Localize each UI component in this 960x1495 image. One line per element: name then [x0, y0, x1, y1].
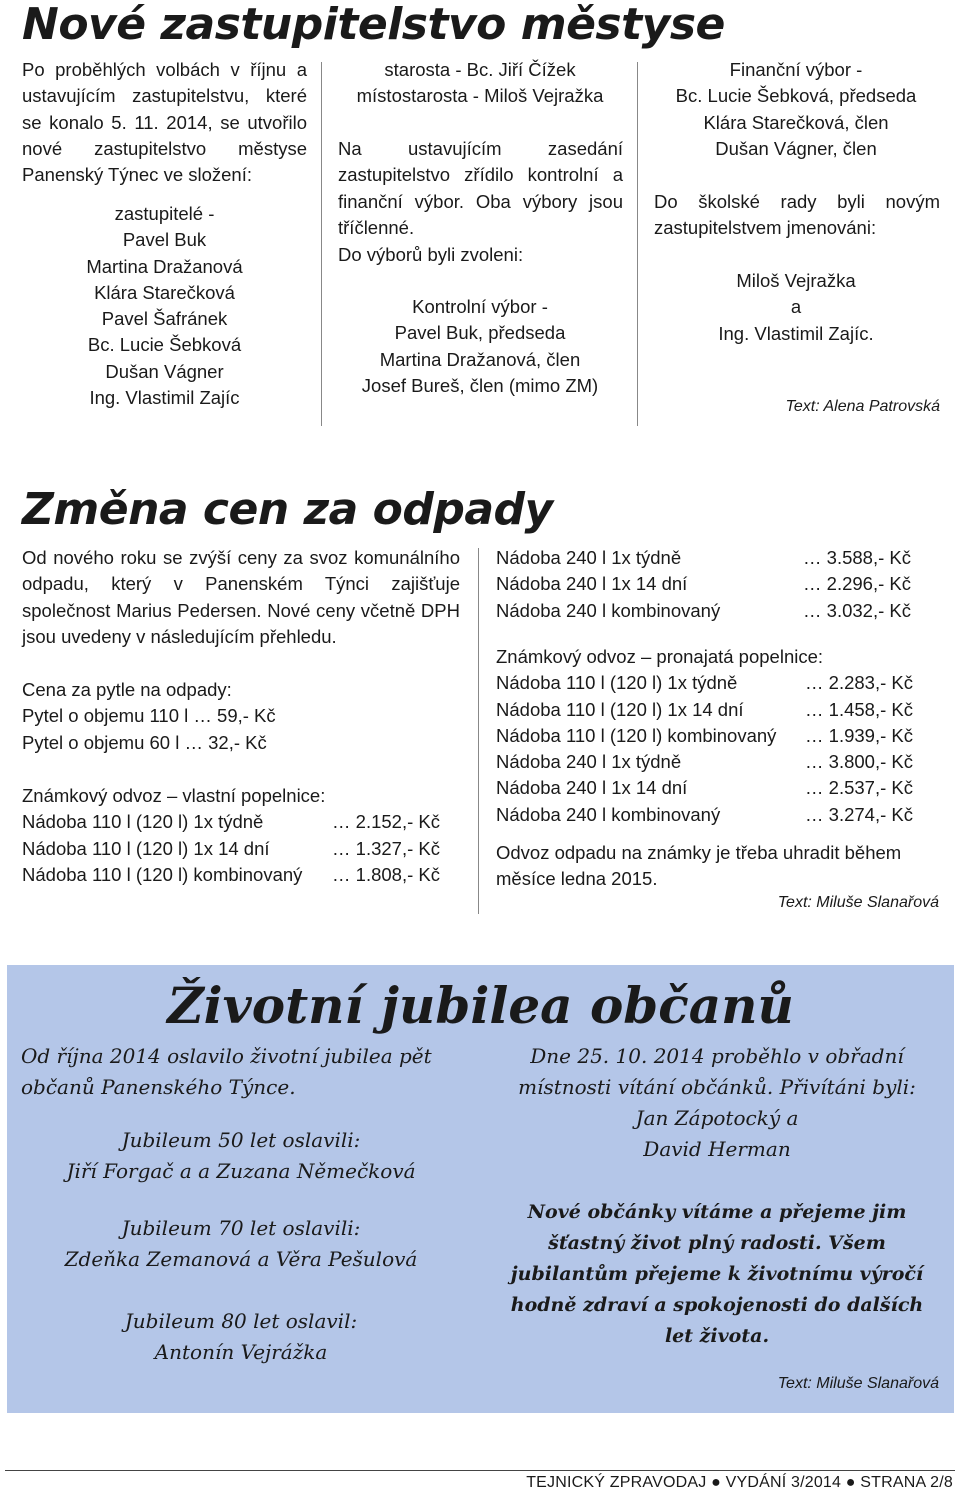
payment-note: Odvoz odpadu na známky je třeba uhradit během měsíce ledna 2015. [496, 842, 902, 890]
bin-price: … 2.283,- Kč [805, 672, 913, 694]
bin-type: Nádoba 110 l (120 l) 1x týdně [22, 811, 264, 833]
jubilee-50-label: Jubileum 50 let oslavili: [121, 1128, 361, 1152]
bin-type: Nádoba 240 l 1x týdně [496, 547, 682, 568]
jubilee-80 [21, 1306, 461, 1368]
section-title-waste: Změna cen za odpady [22, 484, 553, 535]
price-row [496, 571, 911, 597]
waste-credit: Text: Miluše Slanařová [777, 894, 939, 911]
price-row [22, 809, 440, 835]
welcome-name: David Herman [643, 1137, 791, 1161]
wishes-text: Nové občánky vítáme a přejeme jim šťastný život plný radosti. Všem jubilantům přejeme k životnímu výročí hodně zdraví a spokojenosti do dalších let života. [510, 1201, 924, 1347]
bin-price: … 1.458,- Kč [805, 698, 913, 720]
welcome-text: Dne 25. 10. 2014 proběhlo v obřadní místnosti vítání občánků. Přivítáni byli: [518, 1044, 916, 1099]
bin-price: … 2.537,- Kč [805, 777, 913, 799]
bin-type: Nádoba 110 l (120 l) kombinovaný [22, 863, 303, 885]
members-heading: zastupitelé - [114, 203, 215, 224]
column-divider [637, 62, 638, 426]
jubilee-intro: Od října 2014 oslavilo životní jubilea pět občanů Panenského Týnce. [21, 1044, 432, 1099]
member-name: Klára Starečková [94, 281, 235, 303]
school-member: Miloš Vejražka [736, 270, 856, 291]
jubilee-50-names: Jiří Forgač a a Zuzana Němečková [66, 1159, 416, 1183]
price-row [496, 598, 911, 624]
bag-prices [22, 677, 462, 756]
rented-bins [496, 644, 913, 828]
section-title-council: Nové zastupitelstvo městyse [22, 0, 725, 50]
jubilee-title: Životní jubilea občanů [167, 976, 794, 1035]
price-row [496, 723, 913, 749]
price-row [496, 670, 913, 696]
price-row [22, 836, 440, 862]
bin-type: Nádoba 110 l (120 l) 1x 14 dní [22, 837, 270, 859]
finance-committee-heading: Finanční výbor - [729, 59, 863, 80]
price-row [496, 545, 911, 571]
member-name: Pavel Buk [122, 229, 207, 251]
bin-price: … 3.032,- Kč [803, 599, 911, 621]
jubilee-50 [21, 1125, 461, 1187]
welcome-names [507, 1103, 927, 1165]
control-committee [336, 294, 624, 399]
jubilee-80-names: Antonín Vejrážka [154, 1340, 328, 1364]
price-row [496, 749, 913, 775]
page-footer: TEJNICKÝ ZPRAVODAJ ● VYDÁNÍ 3/2014 ● STRANA 2/8 [526, 1474, 953, 1491]
committee-member: Pavel Buk, předseda [394, 322, 566, 344]
bin-price: … 3.800,- Kč [805, 751, 913, 773]
bag-prices-label: Cena za pytle na odpady: [22, 679, 232, 700]
council-leaders [336, 57, 624, 110]
school-member: Ing. Vlastimil Zajíc. [718, 322, 874, 344]
jubilee-box [7, 965, 954, 1413]
member-name: Bc. Lucie Šebková [87, 334, 242, 356]
own-bins-label: Známkový odvoz – vlastní popelnice: [22, 785, 326, 806]
elected-label: Do výborů byli zvoleni: [338, 244, 524, 265]
council-members-list [22, 201, 307, 411]
committee-member: Bc. Lucie Šebková, předseda [675, 85, 917, 107]
bin-price: … 1.939,- Kč [805, 724, 913, 746]
footer-rule [5, 1470, 955, 1471]
member-name: Pavel Šafránek [101, 308, 228, 330]
committee-member: Klára Starečková, člen [703, 111, 889, 133]
bag-price-row: Pytel o objemu 60 l … 32,- Kč [22, 731, 267, 753]
price-row [496, 775, 913, 801]
deputy-mayor: místostarosta - Miloš Vejražka [356, 85, 604, 107]
school-board-members [652, 268, 940, 347]
bin-price: … 2.152,- Kč [332, 811, 440, 833]
price-row [22, 862, 440, 888]
member-name: Dušan Vágner [105, 360, 224, 382]
bag-price-row: Pytel o objemu 110 l … 59,- Kč [22, 705, 276, 727]
member-name: Martina Dražanová [86, 255, 243, 277]
welcome-name: Jan Zápotocký a [635, 1106, 799, 1130]
rented-bins-label: Známkový odvoz – pronajatá popelnice: [496, 646, 824, 667]
bin-price: … 3.588,- Kč [803, 547, 911, 568]
bin-price: … 1.327,- Kč [332, 837, 440, 859]
own-bins [22, 783, 440, 888]
bin-price: … 1.808,- Kč [332, 863, 440, 885]
bins-240 [496, 545, 911, 624]
column-divider [478, 548, 479, 914]
control-committee-heading: Kontrolní výbor - [412, 296, 548, 317]
bin-type: Nádoba 240 l 1x 14 dní [496, 573, 688, 595]
council-intro: Po proběhlých volbách v říjnu a ustavujícím zastupitelstvu, které se konalo 5. 11. 2014, se utvořilo nové zastupitelstvo městyse Panenský Týnec ve složení: [22, 59, 307, 186]
jubilee-70-names: Zdeňka Zemanová a Věra Pešulová [64, 1247, 418, 1271]
bin-price: … 2.296,- Kč [803, 573, 911, 595]
jubilee-80-label: Jubileum 80 let oslavil: [124, 1309, 358, 1333]
column-divider [321, 62, 322, 426]
committee-member: Martina Dražanová, člen [379, 348, 581, 370]
bin-type: Nádoba 110 l (120 l) 1x týdně [496, 672, 738, 694]
jubilee-credit: Text: Miluše Slanařová [777, 1375, 939, 1392]
finance-committee [652, 57, 940, 162]
bin-type: Nádoba 240 l kombinovaný [496, 803, 721, 825]
bin-type: Nádoba 110 l (120 l) kombinovaný [496, 724, 777, 746]
bin-price: … 3.274,- Kč [805, 803, 913, 825]
jubilee-70 [21, 1213, 461, 1275]
waste-intro: Od nového roku se zvýší ceny za svoz komunálního odpadu, který v Panenském Týnci zajišťuje společnost Marius Pedersen. Nové ceny včetně DPH jsou uvedeny v následujícím přehledu. [22, 547, 460, 647]
price-row [496, 697, 913, 723]
jubilee-70-label: Jubileum 70 let oslavili: [121, 1216, 361, 1240]
member-name: Ing. Vlastimil Zajíc [89, 387, 240, 409]
mayor: starosta - Bc. Jiří Čížek [384, 59, 576, 80]
bin-type: Nádoba 240 l 1x týdně [496, 751, 682, 773]
council-credit: Text: Alena Patrovská [785, 398, 940, 415]
bin-type: Nádoba 240 l 1x 14 dní [496, 777, 688, 799]
school-board-text: Do školské rady byli novým zastupitelstvem jmenováni: [654, 191, 940, 239]
price-row [496, 802, 913, 828]
committee-member: Josef Bureš, člen (mimo ZM) [361, 374, 599, 396]
school-member-connector: a [790, 296, 802, 318]
committees-text: Na ustavujícím zasedání zastupitelstvo zřídilo kontrolní a finanční výbor. Oba výbory jsou tříčlenné. [338, 138, 623, 238]
committee-member: Dušan Vágner, člen [715, 137, 877, 159]
bin-type: Nádoba 240 l kombinovaný [496, 599, 721, 621]
bin-type: Nádoba 110 l (120 l) 1x 14 dní [496, 698, 744, 720]
